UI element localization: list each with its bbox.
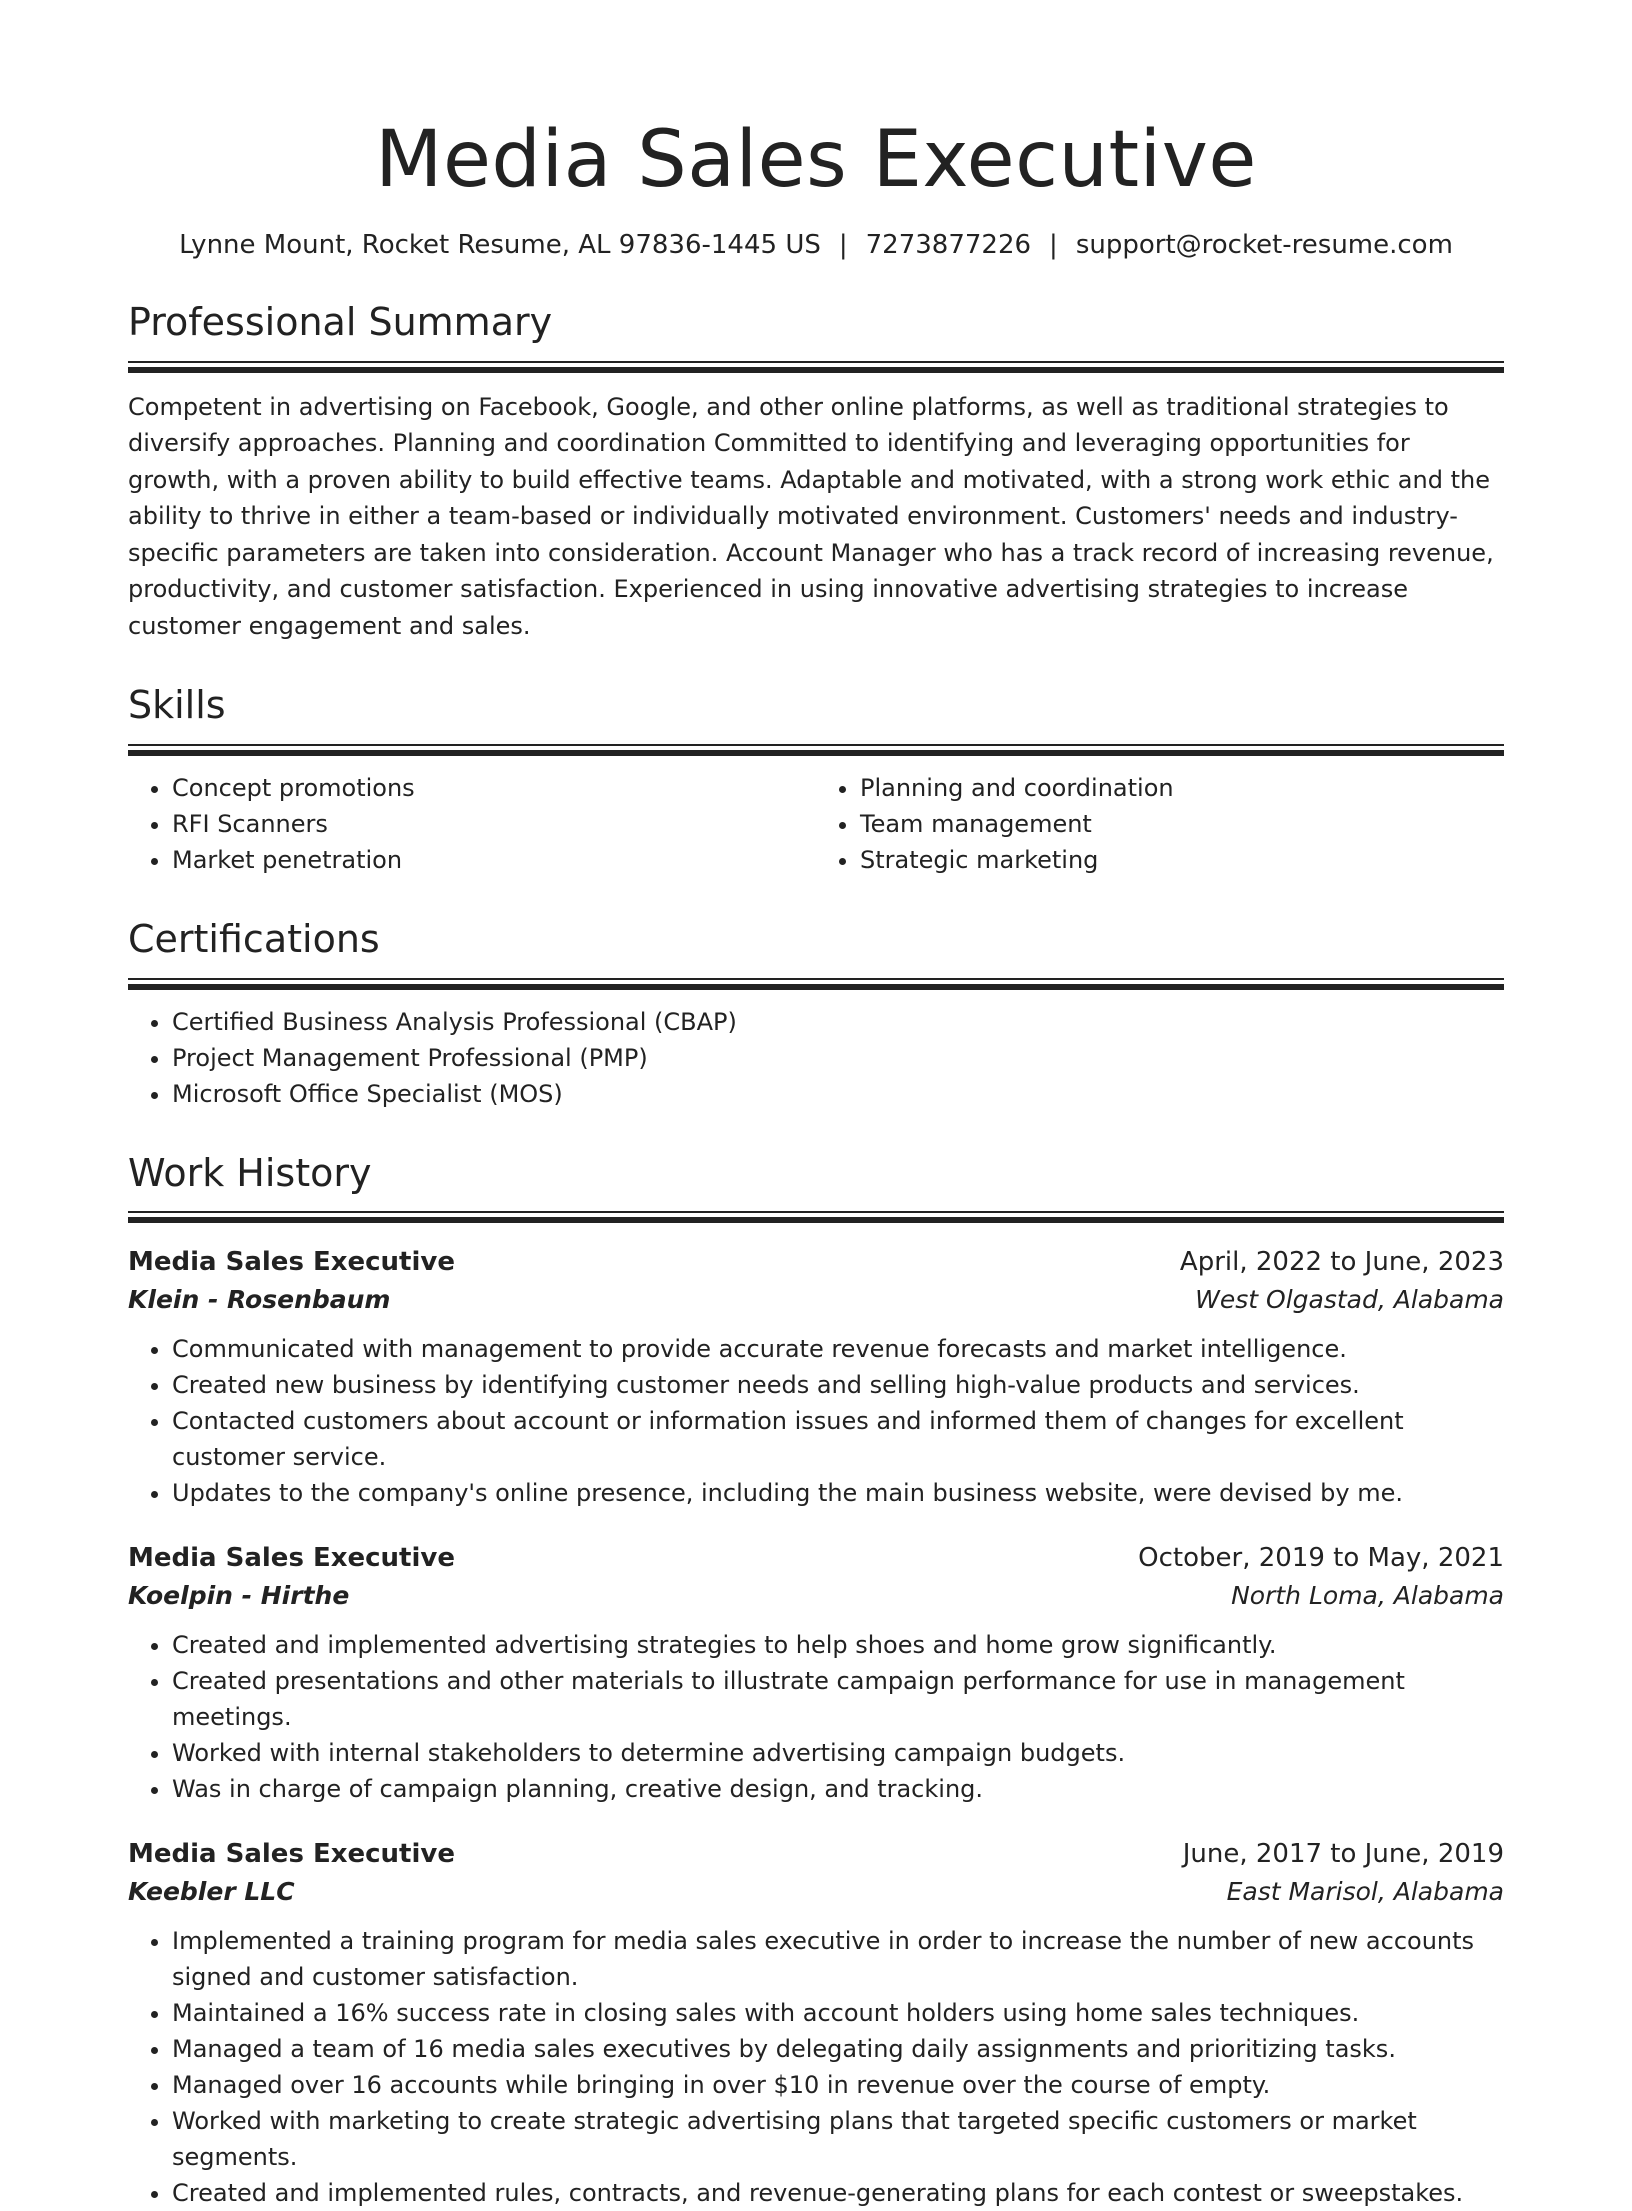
skills-list-left [128,770,816,878]
job-bullet-list [128,1923,1504,2211]
job-bullet-list [128,1331,1504,1511]
job-bullet: • Implemented a training program for media sales executive in order to increase the number of new accounts signed and customer satisfaction. [172,1923,1504,1995]
job-bullet: • Created presentations and other materials to illustrate campaign performance for use in management meetings. [172,1663,1504,1735]
job-entry [128,1835,1504,2211]
skill-item: • RFI Scanners [172,806,816,842]
contact-separator: | [838,229,848,260]
job-dates: October, 2019 to May, 2021 [1138,1543,1504,1574]
job-location: West Olgastad, Alabama [1195,1285,1504,1315]
contact-email: support@rocket-resume.com [1075,229,1453,260]
section-divider [128,1211,1504,1223]
section-heading-skills: Skills [128,683,226,728]
job-bullet: • Worked with marketing to create strategic advertising plans that targeted specific customers or market segments. [172,2103,1504,2175]
skill-item: • Concept promotions [172,770,816,806]
job-title: Media Sales Executive [128,1543,455,1574]
job-company: Keebler LLC [128,1877,295,1907]
contact-line [128,230,1504,261]
certification-item: • Project Management Professional (PMP) [172,1040,1504,1076]
certifications-list [128,1004,1504,1112]
job-title: Media Sales Executive [128,1839,455,1870]
job-company: Klein - Rosenbaum [128,1285,391,1315]
job-entry [128,1243,1504,1511]
section-divider [128,978,1504,990]
section-heading-summary: Professional Summary [128,299,553,344]
certifications-section [128,918,1504,1112]
job-bullet: • Contacted customers about account or information issues and informed them of changes for excellent customer service. [172,1403,1504,1475]
job-bullet: • Managed over 16 accounts while bringing in over $10 in revenue over the course of empty. [172,2067,1504,2103]
contact-separator: | [1049,229,1058,260]
skill-item: • Planning and coordination [860,770,1504,806]
job-entry [128,1539,1504,1807]
section-divider [128,361,1504,373]
job-company: Koelpin - Hirthe [128,1581,350,1611]
resume-title: Media Sales Executive [375,115,1257,205]
contact-address: Lynne Mount, Rocket Resume, AL 97836-1445 US [179,229,821,260]
skills-columns [128,770,1504,878]
skill-item: • Team management [860,806,1504,842]
job-header-row [128,1835,1504,1873]
skill-item: • Strategic marketing [860,842,1504,878]
section-heading-work-history: Work History [128,1150,372,1195]
job-subheader-row [128,1281,1504,1319]
summary-section [128,301,1504,644]
job-bullet: • Was in charge of campaign planning, creative design, and tracking. [172,1771,1504,1807]
job-dates: June, 2017 to June, 2019 [1182,1839,1504,1870]
certification-item: • Certified Business Analysis Professional (CBAP) [172,1004,1504,1040]
job-bullet: • Updates to the company's online presence, including the main business website, were devised by me. [172,1475,1504,1511]
work-history-section [128,1152,1504,2211]
job-bullet: • Created and implemented advertising strategies to help shoes and home grow significantly. [172,1627,1504,1663]
job-title: Media Sales Executive [128,1247,455,1278]
skill-item: • Market penetration [172,842,816,878]
job-bullet-list [128,1627,1504,1807]
skills-list-right [816,770,1504,878]
certification-item: • Microsoft Office Specialist (MOS) [172,1076,1504,1112]
job-bullet: • Worked with internal stakeholders to determine advertising campaign budgets. [172,1735,1504,1771]
job-header-row [128,1243,1504,1281]
skills-section [128,684,1504,878]
section-divider [128,744,1504,756]
job-subheader-row [128,1873,1504,1911]
job-location: North Loma, Alabama [1231,1581,1504,1611]
job-bullet: • Managed a team of 16 media sales executives by delegating daily assignments and prioritizing tasks. [172,2031,1504,2067]
job-subheader-row [128,1577,1504,1615]
resume-page [128,115,1504,2211]
job-dates: April, 2022 to June, 2023 [1179,1247,1504,1278]
job-bullet: • Created and implemented rules, contracts, and revenue-generating plans for each contest or sweepstakes. [172,2175,1504,2211]
job-bullet: • Created new business by identifying customer needs and selling high-value products and services. [172,1367,1504,1403]
job-bullet: • Maintained a 16% success rate in closing sales with account holders using home sales techniques. [172,1995,1504,2031]
job-bullet: • Communicated with management to provide accurate revenue forecasts and market intelligence. [172,1331,1504,1367]
summary-text: Competent in advertising on Facebook, Google, and other online platforms, as well as traditional strategies to diversify approaches. Planning and coordination Committed to identifying and leveraging opportunities for growth, with a proven ability to build effective teams. Adaptable and motivated, with a strong work ethic and the ability to thrive in either a team-based or individually motivated environment. Customers' needs and industry-specific parameters are taken into consideration. Account Manager who has a track record of increasing revenue, productivity, and customer satisfaction. Experienced in using innovative advertising strategies to increase customer engagement and sales. [128,392,1494,640]
job-location: East Marisol, Alabama [1226,1877,1504,1907]
contact-phone: 7273877226 [865,229,1032,260]
job-header-row [128,1539,1504,1577]
section-heading-certifications: Certifications [128,916,380,961]
